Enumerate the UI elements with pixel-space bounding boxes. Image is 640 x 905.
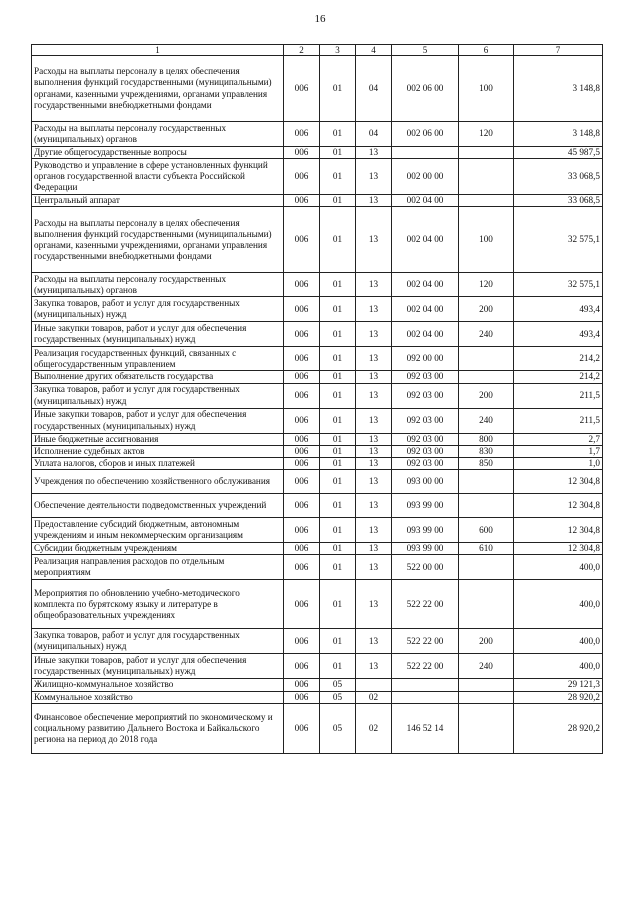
cell-code-6 [459,679,514,691]
cell-code-3: 01 [320,408,356,433]
cell-code-5: 093 99 00 [392,494,459,518]
header-row [32,45,603,56]
cell-code-2: 006 [284,555,320,580]
cell-code-6 [459,494,514,518]
cell-code-3: 01 [320,543,356,555]
cell-code-4: 13 [356,518,392,543]
cell-code-4 [356,679,392,691]
cell-code-2: 006 [284,494,320,518]
cell-code-5 [392,679,459,691]
cell-code-3: 01 [320,458,356,470]
cell-code-2: 006 [284,322,320,347]
cell-code-4: 13 [356,147,392,159]
cell-code-5: 002 04 00 [392,195,459,207]
cell-code-6 [459,691,514,703]
cell-name: Иные закупки товаров, работ и услуг для обеспечения государственных (муниципальных) нужд [32,654,284,679]
cell-code-5: 092 00 00 [392,347,459,371]
cell-name: Расходы на выплаты персоналу государственных (муниципальных) органов [32,122,284,147]
table-row [32,195,603,207]
cell-code-3: 01 [320,56,356,122]
cell-amount: 32 575,1 [514,273,603,297]
cell-code-2: 006 [284,518,320,543]
cell-code-3: 01 [320,494,356,518]
table-row [32,433,603,445]
cell-code-2: 006 [284,433,320,445]
cell-amount: 3 148,8 [514,122,603,147]
cell-code-6: 830 [459,445,514,457]
cell-name: Расходы на выплаты персоналу в целях обеспечения выполнения функций государственными (муниципальными) органами, казенными учреждениями, органами управления государственными внебюджетными фондами [32,207,284,273]
table-body [32,56,603,754]
cell-code-6: 240 [459,408,514,433]
cell-amount: 33 068,5 [514,195,603,207]
cell-code-5: 002 04 00 [392,207,459,273]
cell-name: Мероприятия по обновлению учебно-методического комплекта по бурятскому языку и литературе в общеобразовательных учреждениях [32,580,284,629]
header-col-7: 7 [514,45,603,56]
cell-code-4: 13 [356,273,392,297]
cell-code-4: 13 [356,297,392,322]
cell-code-4: 13 [356,494,392,518]
cell-code-2: 006 [284,629,320,654]
table-row [32,371,603,383]
cell-code-2: 006 [284,147,320,159]
cell-code-2: 006 [284,122,320,147]
cell-code-5: 002 04 00 [392,297,459,322]
cell-amount: 1,7 [514,445,603,457]
cell-code-5: 522 00 00 [392,555,459,580]
cell-code-4: 13 [356,580,392,629]
cell-code-4: 13 [356,371,392,383]
cell-code-2: 006 [284,703,320,753]
cell-code-3: 01 [320,273,356,297]
cell-code-5: 092 03 00 [392,445,459,457]
cell-code-6: 600 [459,518,514,543]
cell-amount: 400,0 [514,654,603,679]
cell-code-4: 13 [356,159,392,195]
cell-amount: 400,0 [514,629,603,654]
table-row [32,470,603,494]
cell-code-4: 13 [356,383,392,408]
cell-code-2: 006 [284,371,320,383]
cell-code-6 [459,703,514,753]
cell-code-5: 002 06 00 [392,122,459,147]
cell-amount: 211,5 [514,408,603,433]
cell-code-3: 01 [320,322,356,347]
cell-code-2: 006 [284,56,320,122]
cell-code-2: 006 [284,691,320,703]
cell-amount: 400,0 [514,555,603,580]
cell-code-2: 006 [284,470,320,494]
cell-code-2: 006 [284,543,320,555]
table-row [32,555,603,580]
cell-code-3: 01 [320,297,356,322]
cell-code-3: 01 [320,470,356,494]
cell-code-3: 01 [320,195,356,207]
table-row [32,543,603,555]
table-row [32,322,603,347]
cell-code-3: 01 [320,629,356,654]
cell-code-5: 522 22 00 [392,580,459,629]
cell-code-6: 200 [459,629,514,654]
table-row [32,347,603,371]
table-row [32,518,603,543]
cell-code-6: 850 [459,458,514,470]
cell-code-5: 002 04 00 [392,273,459,297]
cell-name: Уплата налогов, сборов и иных платежей [32,458,284,470]
cell-code-4: 13 [356,207,392,273]
cell-code-6: 120 [459,122,514,147]
cell-code-4: 13 [356,555,392,580]
page-number: 16 [314,13,326,25]
cell-name: Коммунальное хозяйство [32,691,284,703]
cell-amount: 493,4 [514,297,603,322]
cell-name: Субсидии бюджетным учреждениям [32,543,284,555]
cell-code-6: 120 [459,273,514,297]
cell-code-6 [459,147,514,159]
cell-code-4: 13 [356,629,392,654]
cell-code-4: 13 [356,543,392,555]
table-row [32,691,603,703]
cell-amount: 12 304,8 [514,494,603,518]
cell-code-6: 240 [459,322,514,347]
cell-code-5: 092 03 00 [392,383,459,408]
cell-name: Обеспечение деятельности подведомственных учреждений [32,494,284,518]
cell-amount: 12 304,8 [514,518,603,543]
cell-code-4: 04 [356,56,392,122]
cell-amount: 2,7 [514,433,603,445]
cell-code-2: 006 [284,347,320,371]
cell-code-4: 02 [356,691,392,703]
cell-code-4: 13 [356,654,392,679]
cell-code-5: 093 00 00 [392,470,459,494]
cell-name: Финансовое обеспечение мероприятий по экономическому и социальному развитию Дальнего Востока и Байкальского региона на период до 2018 года [32,703,284,753]
cell-code-5: 522 22 00 [392,654,459,679]
cell-code-6: 240 [459,654,514,679]
table-row [32,703,603,753]
cell-code-3: 01 [320,383,356,408]
cell-code-5: 522 22 00 [392,629,459,654]
cell-amount: 28 920,2 [514,691,603,703]
cell-code-5: 146 52 14 [392,703,459,753]
cell-amount: 32 575,1 [514,207,603,273]
cell-amount: 12 304,8 [514,543,603,555]
cell-code-5 [392,147,459,159]
cell-code-3: 01 [320,518,356,543]
table-row [32,494,603,518]
cell-name: Выполнение других обязательств государства [32,371,284,383]
cell-code-6 [459,347,514,371]
cell-amount: 29 121,3 [514,679,603,691]
cell-amount: 400,0 [514,580,603,629]
header-col-2: 2 [284,45,320,56]
cell-code-2: 006 [284,679,320,691]
cell-code-2: 006 [284,383,320,408]
cell-code-3: 05 [320,703,356,753]
table-row [32,654,603,679]
cell-name: Закупка товаров, работ и услуг для государственных (муниципальных) нужд [32,383,284,408]
cell-amount: 211,5 [514,383,603,408]
cell-code-3: 01 [320,122,356,147]
cell-code-5: 093 99 00 [392,518,459,543]
table-row [32,147,603,159]
cell-name: Расходы на выплаты персоналу в целях обеспечения выполнения функций государственными (муниципальными) органами, казенными учреждениями, органами управления государственными внебюджетными фондами [32,56,284,122]
cell-amount: 214,2 [514,347,603,371]
cell-code-4: 13 [356,470,392,494]
cell-code-5: 002 06 00 [392,56,459,122]
cell-code-6: 200 [459,297,514,322]
cell-code-5: 002 00 00 [392,159,459,195]
table-row [32,679,603,691]
header-col-4: 4 [356,45,392,56]
cell-code-3: 01 [320,207,356,273]
cell-code-2: 006 [284,580,320,629]
cell-code-5: 002 04 00 [392,322,459,347]
cell-code-6: 200 [459,383,514,408]
cell-code-3: 01 [320,580,356,629]
cell-code-2: 006 [284,654,320,679]
cell-name: Иные бюджетные ассигнования [32,433,284,445]
cell-name: Реализация государственных функций, связанных с общегосударственным управлением [32,347,284,371]
cell-code-2: 006 [284,445,320,457]
cell-code-6: 100 [459,56,514,122]
cell-code-2: 006 [284,297,320,322]
cell-amount: 1,0 [514,458,603,470]
table-row [32,580,603,629]
cell-name: Учреждения по обеспечению хозяйственного обслуживания [32,470,284,494]
cell-code-3: 01 [320,555,356,580]
cell-code-6: 610 [459,543,514,555]
table-header [32,45,603,56]
cell-name: Реализация направления расходов по отдельным мероприятиям [32,555,284,580]
cell-code-4: 04 [356,122,392,147]
cell-code-4: 13 [356,347,392,371]
cell-code-3: 05 [320,679,356,691]
cell-code-5: 092 03 00 [392,371,459,383]
table-row [32,56,603,122]
cell-code-4: 13 [356,408,392,433]
cell-amount: 3 148,8 [514,56,603,122]
header-col-5: 5 [392,45,459,56]
cell-name: Центральный аппарат [32,195,284,207]
cell-code-6 [459,371,514,383]
cell-code-3: 01 [320,445,356,457]
cell-amount: 493,4 [514,322,603,347]
cell-amount: 28 920,2 [514,703,603,753]
cell-code-6 [459,470,514,494]
cell-code-2: 006 [284,159,320,195]
cell-code-3: 01 [320,433,356,445]
cell-name: Жилищно-коммунальное хозяйство [32,679,284,691]
budget-table [31,44,603,754]
cell-code-4: 13 [356,445,392,457]
cell-code-2: 006 [284,458,320,470]
cell-code-3: 05 [320,691,356,703]
header-col-1: 1 [32,45,284,56]
cell-code-4: 02 [356,703,392,753]
table-row [32,445,603,457]
cell-code-4: 13 [356,322,392,347]
header-col-3: 3 [320,45,356,56]
cell-name: Иные закупки товаров, работ и услуг для обеспечения государственных (муниципальных) нужд [32,322,284,347]
cell-code-6: 100 [459,207,514,273]
table-row [32,159,603,195]
cell-name: Руководство и управление в сфере установленных функций органов государственной власти субъекта Российской Федерации [32,159,284,195]
cell-code-6 [459,555,514,580]
cell-amount: 214,2 [514,371,603,383]
cell-amount: 33 068,5 [514,159,603,195]
cell-code-3: 01 [320,371,356,383]
cell-name: Предоставление субсидий бюджетным, автономным учреждениям и иным некоммерческим организациям [32,518,284,543]
table-row [32,297,603,322]
table-row [32,207,603,273]
cell-code-6 [459,195,514,207]
cell-code-5: 092 03 00 [392,408,459,433]
table-row [32,383,603,408]
table-row [32,122,603,147]
cell-code-3: 01 [320,654,356,679]
cell-code-6 [459,159,514,195]
cell-amount: 12 304,8 [514,470,603,494]
cell-name: Другие общегосударственные вопросы [32,147,284,159]
header-col-6: 6 [459,45,514,56]
cell-code-5 [392,691,459,703]
cell-name: Иные закупки товаров, работ и услуг для обеспечения государственных (муниципальных) нужд [32,408,284,433]
table-row [32,408,603,433]
table-row [32,273,603,297]
cell-code-6: 800 [459,433,514,445]
cell-code-5: 093 99 00 [392,543,459,555]
cell-name: Закупка товаров, работ и услуг для государственных (муниципальных) нужд [32,297,284,322]
cell-code-2: 006 [284,408,320,433]
cell-name: Закупка товаров, работ и услуг для государственных (муниципальных) нужд [32,629,284,654]
cell-amount: 45 987,5 [514,147,603,159]
cell-code-5: 092 03 00 [392,458,459,470]
cell-code-3: 01 [320,159,356,195]
table-row [32,629,603,654]
cell-code-2: 006 [284,273,320,297]
cell-code-3: 01 [320,147,356,159]
cell-code-4: 13 [356,195,392,207]
cell-code-4: 13 [356,433,392,445]
cell-code-2: 006 [284,207,320,273]
cell-code-2: 006 [284,195,320,207]
cell-name: Расходы на выплаты персоналу государственных (муниципальных) органов [32,273,284,297]
cell-name: Исполнение судебных актов [32,445,284,457]
cell-code-4: 13 [356,458,392,470]
cell-code-3: 01 [320,347,356,371]
cell-code-5: 092 03 00 [392,433,459,445]
cell-code-6 [459,580,514,629]
table-row [32,458,603,470]
